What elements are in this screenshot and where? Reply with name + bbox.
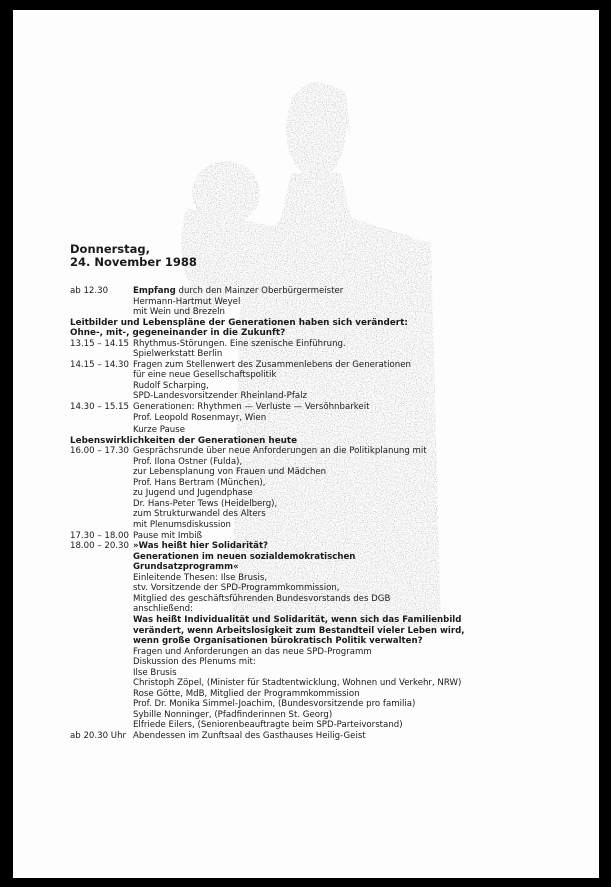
item-description xyxy=(133,339,480,360)
item-line xyxy=(133,552,480,563)
item-line-text: für eine neue Gesellschaftspolitik xyxy=(133,370,277,381)
item-line xyxy=(133,391,480,402)
item-description xyxy=(133,446,480,530)
item-line xyxy=(133,573,480,584)
item-line xyxy=(133,678,480,689)
item-line xyxy=(133,562,480,573)
item-line-text: mit Plenumsdiskussion xyxy=(133,520,231,531)
item-description xyxy=(133,541,480,731)
section-heading xyxy=(70,318,480,339)
schedule-item xyxy=(70,531,480,542)
item-time: ab 20.30 Uhr xyxy=(70,730,127,741)
item-line xyxy=(133,467,480,478)
item-line xyxy=(133,626,480,637)
item-time: 14.30 – 15.15 xyxy=(70,402,129,413)
item-line-text: Was heißt Individualität und Solidarität, wenn sich das Familienbild xyxy=(133,614,462,625)
item-line xyxy=(133,541,480,552)
item-line-text: Gesprächsrunde über neue Anforderungen an die Politikplanung mit xyxy=(133,446,427,457)
item-time: 17.30 – 18.00 xyxy=(70,530,129,541)
item-line xyxy=(133,446,480,457)
schedule-item xyxy=(70,446,480,530)
item-line-text: Pause mit Imbiß xyxy=(133,530,203,541)
item-line xyxy=(133,413,480,424)
item-line xyxy=(133,381,480,392)
item-line xyxy=(133,339,480,350)
item-line xyxy=(133,307,480,318)
item-time: ab 12.30 xyxy=(70,286,109,296)
item-line-text: Ilse Brusis xyxy=(133,667,177,678)
item-description xyxy=(133,531,480,542)
item-line xyxy=(133,425,480,436)
item-line-text: Fragen und Anforderungen an das neue SPD-Programm xyxy=(133,646,372,657)
item-line-text: Rhythmus-Störungen. Eine szenische Einführung. xyxy=(133,338,346,349)
item-line xyxy=(133,488,480,499)
item-line xyxy=(133,286,480,297)
item-time: 13.15 – 14.15 xyxy=(70,338,129,349)
section-heading-line: Ohne-, mit-, gegeneinander in die Zukunft? xyxy=(70,328,286,339)
item-line-text: Prof. Dr. Monika Simmel-Joachim, (Bundesvorsitzende pro familia) xyxy=(133,699,416,710)
item-line-text: zu Jugend und Jugendphase xyxy=(133,488,253,499)
item-description xyxy=(133,286,480,318)
item-line xyxy=(133,657,480,668)
item-line-text: Prof. Hans Bertram (München), xyxy=(133,477,266,488)
schedule-item xyxy=(70,425,480,436)
item-line xyxy=(133,583,480,594)
item-line xyxy=(133,478,480,489)
item-description xyxy=(133,360,480,402)
item-line-text: Generationen: Rhythmen — Verluste — Versöhnbarkeit xyxy=(133,402,370,413)
item-line-text: Grundsatzprogramm« xyxy=(133,562,239,573)
item-line-text: Prof. Leopold Rosenmayr, Wien xyxy=(133,412,267,423)
item-line-text: Christoph Zöpel, (Minister für Stadtentwicklung, Wohnen und Verkehr, NRW) xyxy=(133,678,462,689)
item-line-text: verändert, wenn Arbeitslosigkeit zum Bestandteil vieler Leben wird, xyxy=(133,625,465,636)
item-line-text: Rose Götte, MdB, Mitglied der Programmkommission xyxy=(133,688,360,699)
item-line-text: stv. Vorsitzende der SPD-Programmkommission, xyxy=(133,583,340,594)
item-description xyxy=(133,425,480,436)
item-line xyxy=(133,604,480,615)
item-time: 14.15 – 14.30 xyxy=(70,359,129,370)
item-time xyxy=(70,425,133,436)
item-line xyxy=(133,647,480,658)
item-line xyxy=(133,615,480,626)
item-line xyxy=(133,699,480,710)
item-line xyxy=(133,531,480,542)
item-line xyxy=(133,668,480,679)
full-date: 24. November 1988 xyxy=(70,255,197,269)
program-page xyxy=(13,10,599,878)
item-line xyxy=(133,731,480,742)
event-date xyxy=(70,243,197,269)
item-line-text: Abendessen im Zunftsaal des Gasthauses Heilig-Geist xyxy=(133,730,366,741)
item-time: 16.00 – 17.30 xyxy=(70,446,129,457)
item-line-text: Diskussion des Plenums mit: xyxy=(133,657,256,668)
item-line-text: Mitglied des geschäftsführenden Bundesvorstands des DGB xyxy=(133,593,391,604)
item-line-text: anschließend: xyxy=(133,604,193,615)
item-line xyxy=(133,509,480,520)
item-line xyxy=(133,689,480,700)
item-line-text: wenn große Organisationen bürokratisch Politik verwalten? xyxy=(133,636,423,647)
item-description xyxy=(133,731,480,742)
weekday: Donnerstag, xyxy=(70,242,150,256)
item-line xyxy=(133,720,480,731)
item-line xyxy=(133,297,480,308)
item-line-text: Generationen im neuen sozialdemokratischen xyxy=(133,551,356,562)
item-line xyxy=(133,499,480,510)
item-line-text: Dr. Hans-Peter Tews (Heidelberg), xyxy=(133,498,278,509)
schedule-item xyxy=(70,360,480,402)
item-line-text: Kurze Pause xyxy=(133,425,185,436)
item-line-text: Elfriede Eilers, (Seniorenbeauftragte beim SPD-Parteivorstand) xyxy=(133,720,403,731)
item-line xyxy=(133,370,480,381)
item-line-text: Spielwerkstatt Berlin xyxy=(133,349,223,360)
item-line-text: Rudolf Scharping, xyxy=(133,380,209,391)
section-heading-line: Leitbilder und Lebenspläne der Generationen haben sich verändert: xyxy=(70,317,408,328)
item-description xyxy=(133,402,480,423)
schedule-item xyxy=(70,339,480,360)
item-line xyxy=(133,594,480,605)
item-line-text: »Was heißt hier Solidarität? xyxy=(133,541,269,552)
item-line-text: Prof. Ilona Ostner (Fulda), xyxy=(133,456,243,467)
schedule-item xyxy=(70,731,480,742)
item-line-text: zum Strukturwandel des Alters xyxy=(133,509,266,520)
schedule-item xyxy=(70,541,480,731)
item-line-text: Hermann-Hartmut Weyel xyxy=(133,296,241,307)
item-line-text: zur Lebensplanung von Frauen und Mädchen xyxy=(133,467,327,478)
schedule-item xyxy=(70,402,480,423)
item-line xyxy=(133,520,480,531)
section-heading xyxy=(70,436,480,447)
item-line xyxy=(133,636,480,647)
item-line xyxy=(133,402,480,413)
program-schedule xyxy=(70,286,480,742)
schedule-item xyxy=(70,286,480,318)
item-line-text: SPD-Landesvorsitzender Rheinland-Pfalz xyxy=(133,391,308,402)
item-line xyxy=(133,349,480,360)
item-line xyxy=(133,457,480,468)
item-line-rest: durch den Mainzer Oberbürgermeister xyxy=(175,286,344,296)
item-line-text: Sybille Nonninger, (Pfadfinderinnen St. Georg) xyxy=(133,709,333,720)
item-line xyxy=(133,360,480,371)
section-heading-line: Lebenswirklichkeiten der Generationen heute xyxy=(70,435,298,446)
item-line xyxy=(133,710,480,721)
item-line-text: Einleitende Thesen: Ilse Brusis, xyxy=(133,572,268,583)
item-time: 18.00 – 20.30 xyxy=(70,541,129,552)
item-line-text: Fragen zum Stellenwert des Zusammenlebens der Generationen xyxy=(133,359,411,370)
item-line-text: Empfang xyxy=(133,286,176,296)
item-line-text: mit Wein und Brezeln xyxy=(133,307,225,318)
